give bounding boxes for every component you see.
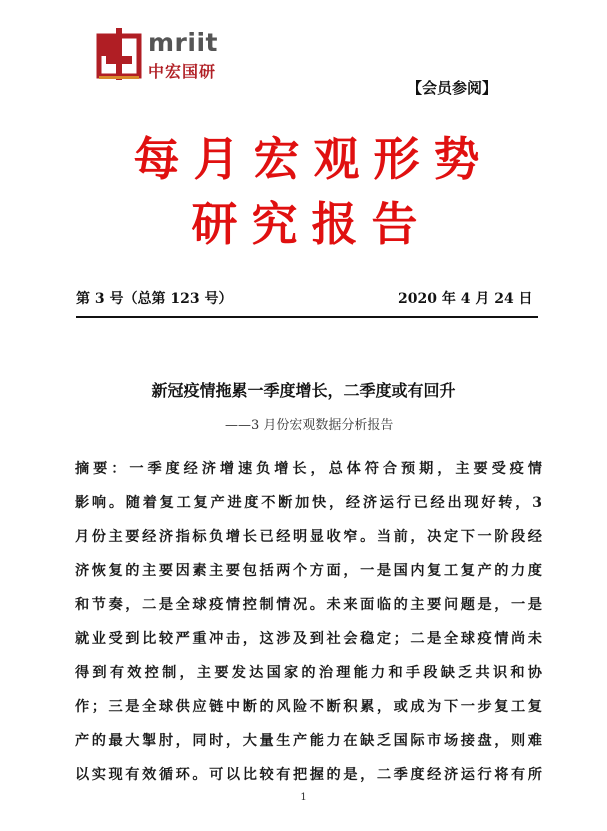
abstract-line: 得到有效控制，主要发达国家的治理能力和手段缺乏共识和协 [75,665,542,681]
member-tag: 【会员参阅】 [407,79,498,97]
abstract-line: 摘要：一季度经济增速负增长，总体符合预期，主要受疫情 [75,461,542,477]
abstract-line: 产的最大掣肘，同时，大量生产能力在缺乏国际市场接盘，则难 [75,733,542,749]
abstract-line: 作；三是全球供应链中断的风险不断积累，或成为下一步复工复 [75,699,542,715]
abstract-line: 影响。随着复工复产进度不断加快，经济运行已经出现好转，3 [75,495,542,511]
issue-number: 第 3 号（总第 123 号） [76,291,233,307]
report-title-line-2: 研究报告 [191,197,432,251]
article-subtitle: ——3 月份宏观数据分析报告 [225,418,394,433]
publish-date: 2020 年 4 月 24 日 [398,291,533,307]
report-title-line-1: 每月宏观形势 [133,132,494,186]
article-headline: 新冠疫情拖累一季度增长，二季度或有回升 [151,381,456,400]
brand-logo [96,26,246,86]
logo-mark-icon [96,26,142,82]
brand-name-en: mriit [148,28,218,57]
header-divider [76,316,538,318]
brand-name-cn: 中宏国研 [148,62,217,81]
abstract-paragraph [75,452,542,792]
page-number: 1 [300,792,307,803]
abstract-line: 以实现有效循环。可以比较有把握的是，二季度经济运行将有所 [75,767,542,783]
abstract-line: 和节奏，二是全球疫情控制情况。未来面临的主要问题是，一是 [75,597,542,613]
abstract-line: 就业受到比较严重冲击，这涉及到社会稳定；二是全球疫情尚未 [75,631,542,647]
abstract-line: 月份主要经济指标负增长已经明显收窄。当前，决定下一阶段经 [75,529,542,545]
abstract-line: 济恢复的主要因素主要包括两个方面，一是国内复工复产的力度 [75,563,542,579]
